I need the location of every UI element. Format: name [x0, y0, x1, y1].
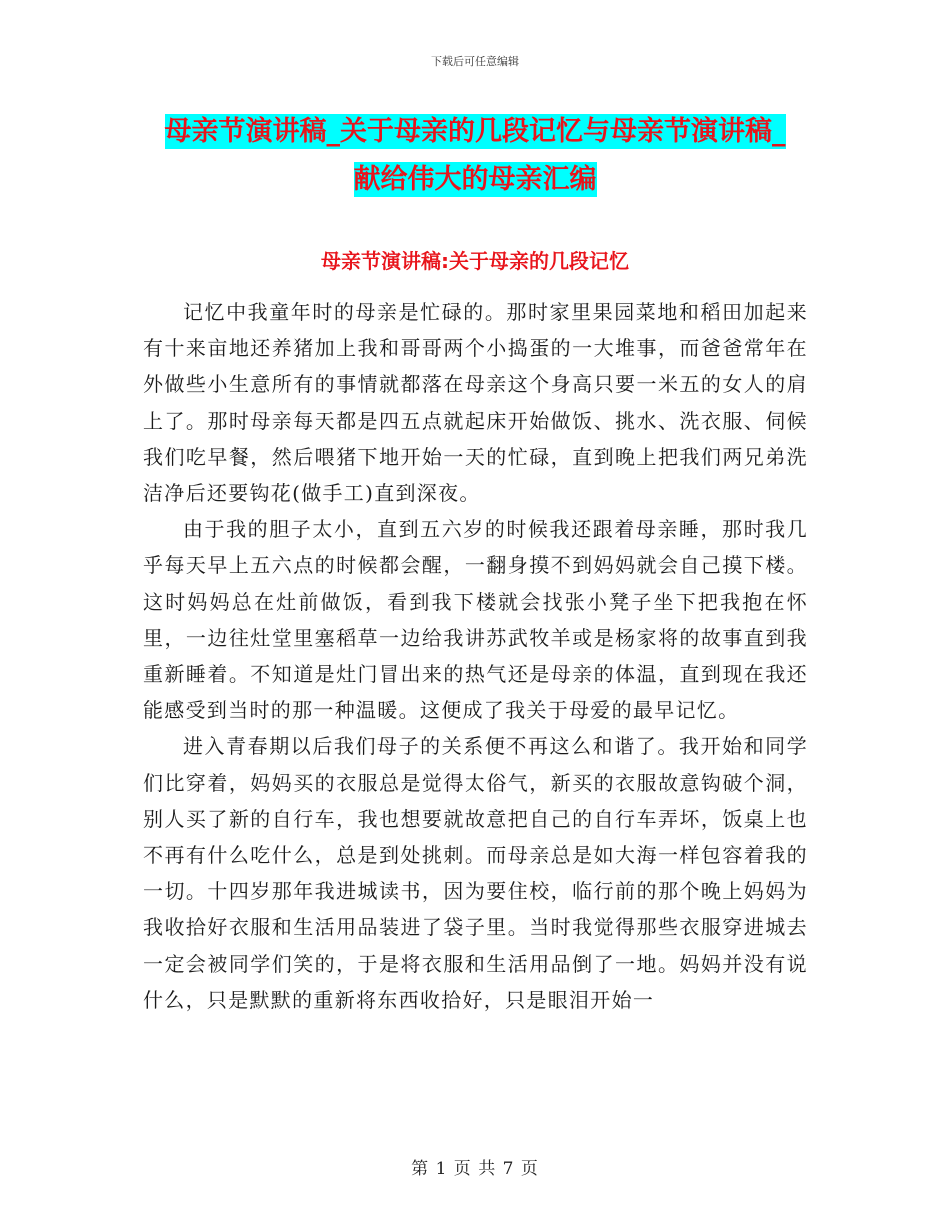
- paragraph: 记忆中我童年时的母亲是忙碌的。那时家里果园菜地和稻田加起来有十来亩地还养猪加上我和哥哥两个小捣蛋的一大堆事，而爸爸常年在外做些小生意所有的事情就都落在母亲这个身高只要一米五的女人的肩上了。那时母亲每天都是四五点就起床开始做饭、挑水、洗衣服、伺候我们吃早餐，然后喂猪下地开始一天的忙碌，直到晚上把我们两兄弟洗洁净后还要钩花(做手工)直到深夜。: [143, 300, 808, 506]
- header-note: 下载后可任意编辑: [431, 55, 519, 68]
- document-title: [120, 108, 830, 204]
- page-footer: 第 1 页 共 7 页: [411, 1159, 539, 1179]
- body-text: [143, 294, 808, 1018]
- paragraph: 进入青春期以后我们母子的关系便不再这么和谐了。我开始和同学们比穿着，妈妈买的衣服总是觉得太俗气，新买的衣服故意钩破个洞，别人买了新的自行车，我也想要就故意把自己的自行车弄坏，饭桌上也不再有什么吃什么，总是到处挑刺。而母亲总是如大海一样包容着我的一切。十四岁那年我进城读书，因为要住校，临行前的那个晚上妈妈为我收拾好衣服和生活用品装进了袋子里。当时我觉得那些衣服穿进城去一定会被同学们笑的，于是将衣服和生活用品倒了一地。妈妈并没有说什么，只是默默的重新将东西收拾好，只是眼泪开始一: [143, 734, 808, 1012]
- document-title-line-1: 母亲节演讲稿_关于母亲的几段记忆与母亲节演讲稿_: [164, 116, 786, 147]
- section-title: 母亲节演讲稿:关于母亲的几段记忆: [321, 249, 629, 273]
- document-title-line-2: 献给伟大的母亲汇编: [353, 164, 597, 195]
- paragraph: 由于我的胆子太小，直到五六岁的时候我还跟着母亲睡，那时我几乎每天早上五六点的时候都会醒，一翻身摸不到妈妈就会自己摸下楼。这时妈妈总在灶前做饭，看到我下楼就会找张小凳子坐下把我抱在怀里，一边往灶堂里塞稻草一边给我讲苏武牧羊或是杨家将的故事直到我重新睡着。不知道是灶门冒出来的热气还是母亲的体温，直到现在我还能感受到当时的那一种温暖。这便成了我关于母爱的最早记忆。: [143, 517, 808, 723]
